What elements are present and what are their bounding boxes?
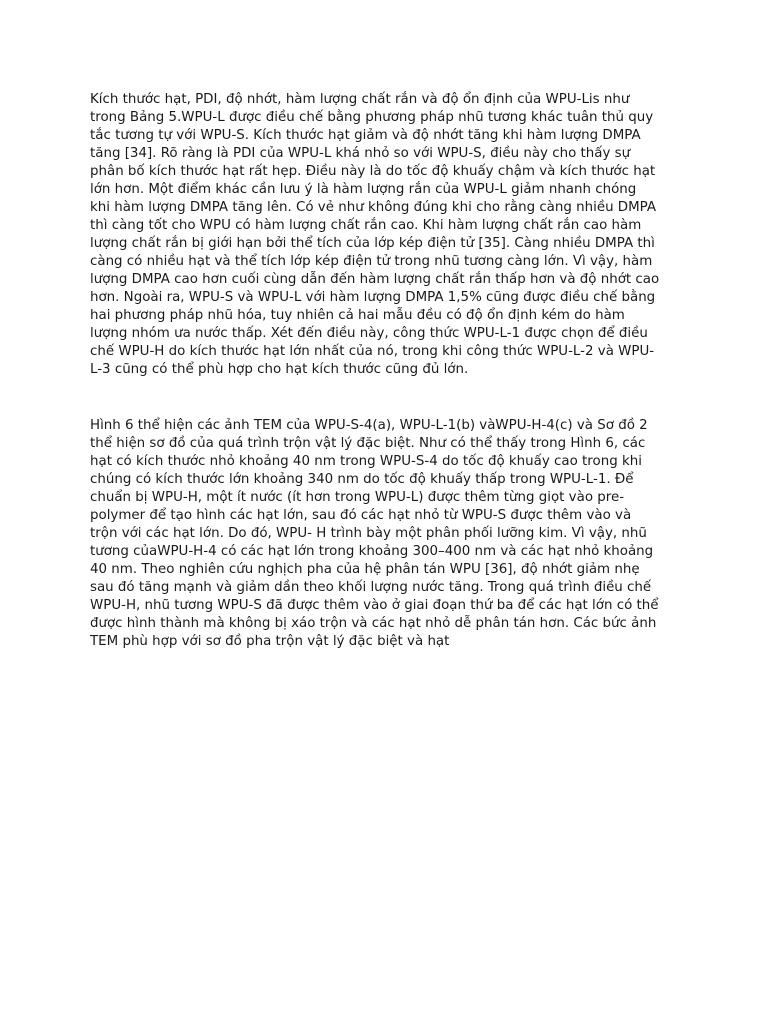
text-line: lượng chất rắn bị giới hạn bởi thể tích của lớp kép điện tử [35]. Càng nhiều DMPA thì bbox=[90, 236, 655, 251]
text-line: chế WPU-H do kích thước hạt lớn nhất của nó, trong khi công thức WPU-L-2 và WPU- bbox=[90, 344, 655, 359]
paragraph-tem-images bbox=[90, 417, 682, 651]
text-line: L-3 cũng có thể phù hợp cho hạt kích thước cũng đủ lớn. bbox=[90, 362, 469, 377]
text-line: chúng có kích thước lớn khoảng 340 nm do tốc độ khuấy thấp trong WPU-L-1. Để bbox=[90, 472, 634, 487]
text-line: Kích thước hạt, PDI, độ nhớt, hàm lượng chất rắn và độ ổn định của WPU-Lis như bbox=[90, 92, 630, 107]
text-line: thể hiện sơ đồ của quá trình trộn vật lý đặc biệt. Như có thể thấy trong Hình 6, các bbox=[90, 436, 646, 451]
text-line: được hình thành mà không bị xáo trộn và các hạt nhỏ dễ phân tán hơn. Các bức ảnh bbox=[90, 616, 657, 631]
text-line: polymer để tạo hình các hạt lớn, sau đó các hạt nhỏ từ WPU-S được thêm vào và bbox=[90, 508, 632, 523]
text-line: hai phương pháp nhũ hóa, tuy nhiên cả hai mẫu đều có độ ổn định kém do hàm bbox=[90, 308, 625, 323]
text-line: 40 nm. Theo nghiên cứu nghịch pha của hệ phân tán WPU [36], độ nhớt giảm nhẹ bbox=[90, 562, 640, 577]
text-line: tương củaWPU-H-4 có các hạt lớn trong khoảng 300–400 nm và các hạt nhỏ khoảng bbox=[90, 544, 654, 559]
text-line: lớn hơn. Một điểm khác cần lưu ý là hàm lượng rắn của WPU-L giảm nhanh chóng bbox=[90, 182, 637, 197]
text-line: TEM phù hợp với sơ đồ pha trộn vật lý đặc biệt và hạt bbox=[90, 634, 450, 649]
text-line: lượng nhóm ưa nước thấp. Xét đến điều này, công thức WPU-L-1 được chọn để điều bbox=[90, 326, 648, 341]
text-line: khi hàm lượng DMPA tăng lên. Có vẻ như không đúng khi cho rằng càng nhiều DMPA bbox=[90, 200, 657, 215]
text-line: hạt có kích thước nhỏ khoảng 40 nm trong WPU-S-4 do tốc độ khuấy cao trong khi bbox=[90, 454, 642, 469]
text-line: hơn. Ngoài ra, WPU-S và WPU-L với hàm lượng DMPA 1,5% cũng được điều chế bằng bbox=[90, 290, 656, 305]
text-line: trong Bảng 5.WPU-L được điều chế bằng phương pháp nhũ tương khác tuân thủ quy bbox=[90, 110, 654, 125]
text-line: thì càng tốt cho WPU có hàm lượng chất rắn cao. Khi hàm lượng chất rắn cao hàm bbox=[90, 218, 642, 233]
text-line: phân bố kích thước hạt rất hẹp. Điều này là do tốc độ khuấy chậm và kích thước hạt bbox=[90, 164, 656, 179]
text-line: trộn với các hạt lớn. Do đó, WPU- H trình bày một phân phối lưỡng kim. Vì vậy, nhũ bbox=[90, 526, 647, 541]
text-line: càng có nhiều hạt và thể tích lớp kép điện tử trong nhũ tương càng lớn. Vì vậy, hàm bbox=[90, 254, 653, 269]
text-line: Hình 6 thể hiện các ảnh TEM của WPU-S-4(a), WPU-L-1(b) vàWPU-H-4(c) và Sơ đồ 2 bbox=[90, 418, 648, 433]
text-line: lượng DMPA cao hơn cuối cùng dẫn đến hàm lượng chất rắn thấp hơn và độ nhớt cao bbox=[90, 272, 660, 287]
text-line: sau đó tăng mạnh và giảm dần theo khối lượng nước tăng. Trong quá trình điều chế bbox=[90, 580, 652, 595]
text-line: tắc tương tự với WPU-S. Kích thước hạt giảm và độ nhớt tăng khi hàm lượng DMPA bbox=[90, 128, 641, 143]
paragraph-particle-properties bbox=[90, 91, 682, 379]
text-line: WPU-H, nhũ tương WPU-S đã được thêm vào ở giai đoạn thứ ba để các hạt lớn có thể bbox=[90, 598, 659, 613]
text-line: tăng [34]. Rõ ràng là PDI của WPU-L khá nhỏ so với WPU-S, điều này cho thấy sự bbox=[90, 146, 631, 161]
text-line: chuẩn bị WPU-H, một ít nước (ít hơn trong WPU-L) được thêm từng giọt vào pre- bbox=[90, 490, 625, 505]
